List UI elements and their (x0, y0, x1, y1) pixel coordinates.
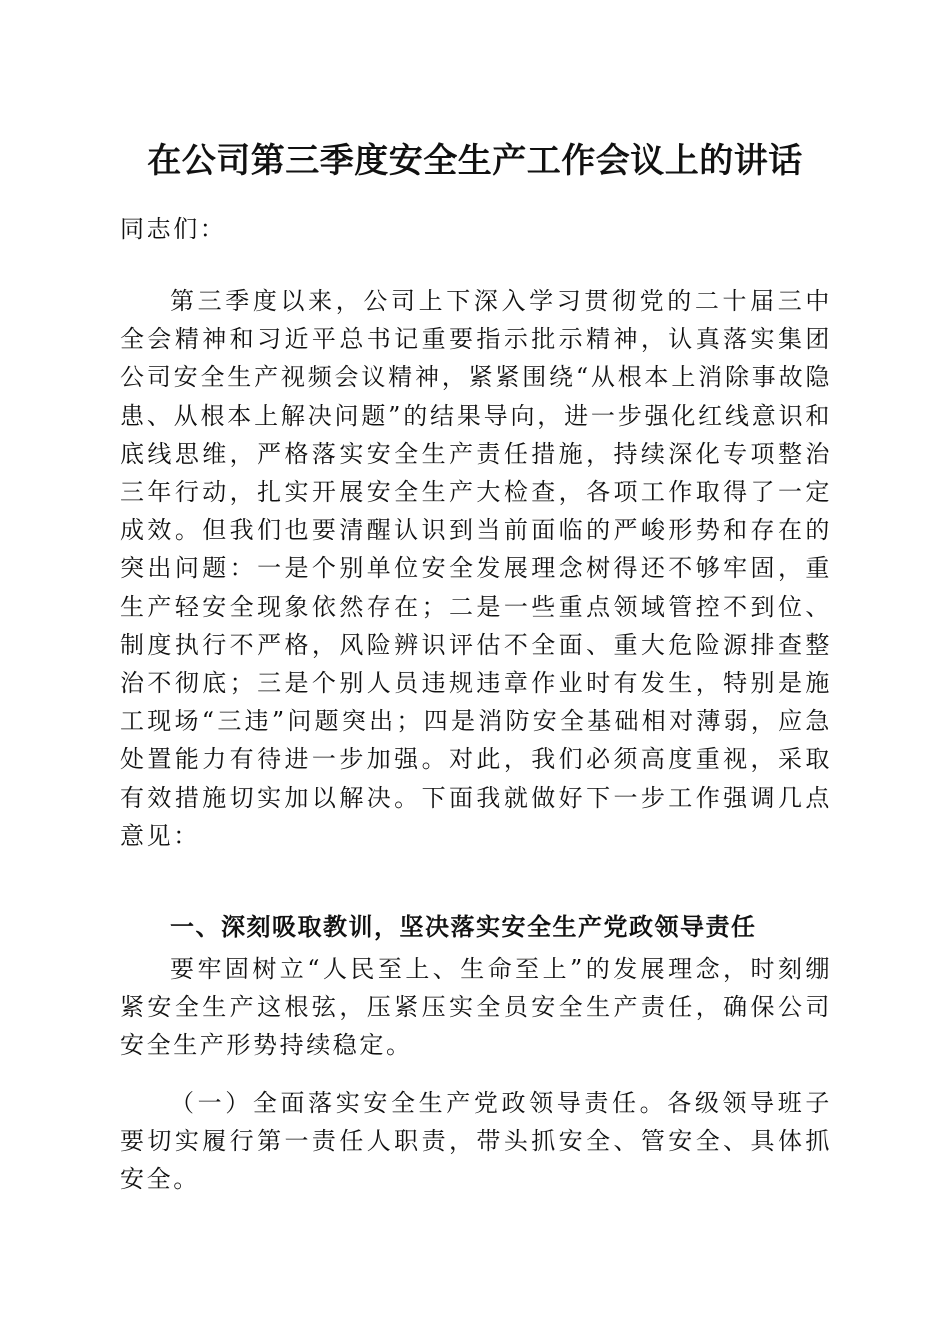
section-1-heading: 一、深刻吸取教训，坚决落实安全生产党政领导责任 (170, 913, 757, 941)
section-1-intro-paragraph: 要牢固树立“人民至上、生命至上”的发展理念，时刻绷紧安全生产这根弦，压紧压实全员安全生产责任，确保公司安全生产形势持续稳定。 (120, 955, 832, 1060)
intro-paragraph: 第三季度以来，公司上下深入学习贯彻党的二十届三中全会精神和习近平总书记重要指示批示精神，认真落实集团公司安全生产视频会议精神，紧紧围绕“从根本上消除事故隐患、从根本上解决问题”的结果导向，进一步强化红线意识和底线思维，严格落实安全生产责任措施，持续深化专项整治三年行动，扎实开展安全生产大检查，各项工作取得了一定成效。但我们也要清醒认识到当前面临的严峻形势和存在的突出问题：一是个别单位安全发展理念树得还不够牢固，重生产轻安全现象依然存在；二是一些重点领域管控不到位、制度执行不严格，风险辨识评估不全面、重大危险源排查整治不彻底；三是个别人员违规违章作业时有发生，特别是施工现场“三违”问题突出；四是消防安全基础相对薄弱，应急处置能力有待进一步加强。对此，我们必须高度重视，采取有效措施切实加以解决。下面我就做好下一步工作强调几点意见： (120, 287, 832, 850)
document-title: 在公司第三季度安全生产工作会议上的讲话 (147, 141, 803, 181)
section-1-item-1-paragraph: （一）全面落实安全生产党政领导责任。各级领导班子要切实履行第一责任人职责，带头抓安全、管安全、具体抓安全。 (120, 1089, 832, 1194)
salutation: 同志们： (120, 215, 227, 243)
